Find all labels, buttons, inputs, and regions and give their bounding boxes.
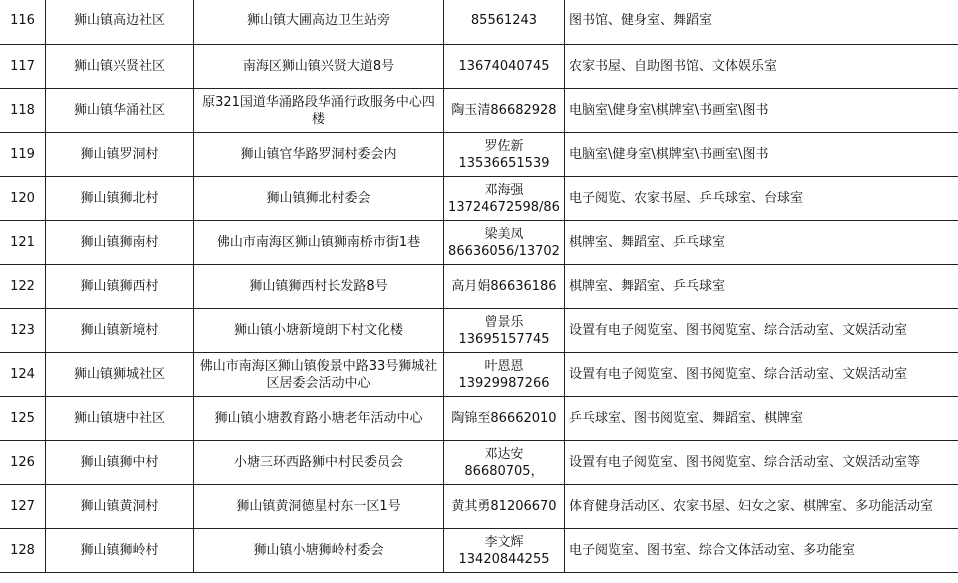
- address-cell: 狮山镇小塘教育路小塘老年活动中心: [194, 397, 444, 441]
- address-cell: 狮山镇官华路罗洞村委会内: [194, 133, 444, 177]
- address-cell: 佛山市南海区狮山镇狮南桥市街1巷: [194, 221, 444, 265]
- address-cell: 佛山市南海区狮山镇俊景中路33号狮城社区居委会活动中心: [194, 353, 444, 397]
- community-name-cell: 狮山镇罗洞村: [46, 133, 194, 177]
- address-cell: 南海区狮山镇兴贤大道8号: [194, 45, 444, 89]
- address-cell: 狮山镇狮西村长发路8号: [194, 265, 444, 309]
- community-name-cell: 狮山镇狮北村: [46, 177, 194, 221]
- contact-cell: 曾景乐13695157745: [444, 309, 565, 353]
- table-row: [0, 45, 958, 89]
- row-number-cell: 125: [0, 397, 46, 441]
- contact-cell: 李文辉13420844255: [444, 529, 565, 573]
- address-cell: 小塘三环西路狮中村民委员会: [194, 441, 444, 485]
- row-number-cell: 117: [0, 45, 46, 89]
- contact-cell: 陶玉清86682928: [444, 89, 565, 133]
- address-cell: 原321国道华涌路段华涌行政服务中心四楼: [194, 89, 444, 133]
- table-row: [0, 529, 958, 573]
- facilities-cell: 设置有电子阅览室、图书阅览室、综合活动室、文娱活动室: [565, 353, 958, 397]
- address-cell: 狮山镇黄洞德星村东一区1号: [194, 485, 444, 529]
- community-name-cell: 狮山镇兴贤社区: [46, 45, 194, 89]
- contact-cell: 叶恩恩13929987266: [444, 353, 565, 397]
- facilities-cell: 图书馆、健身室、舞蹈室: [565, 0, 958, 45]
- row-number-cell: 119: [0, 133, 46, 177]
- facilities-cell: 设置有电子阅览室、图书阅览室、综合活动室、文娱活动室: [565, 309, 958, 353]
- facilities-cell: 设置有电子阅览室、图书阅览室、综合活动室、文娱活动室等: [565, 441, 958, 485]
- contact-cell: 13674040745: [444, 45, 565, 89]
- facilities-cell: 棋牌室、舞蹈室、乒乓球室: [565, 265, 958, 309]
- community-name-cell: 狮山镇华涌社区: [46, 89, 194, 133]
- facilities-cell: 农家书屋、自助图书馆、文体娱乐室: [565, 45, 958, 89]
- table-row: [0, 265, 958, 309]
- address-cell: 狮山镇大圃高边卫生站旁: [194, 0, 444, 45]
- contact-cell: 罗佐新13536651539: [444, 133, 565, 177]
- community-name-cell: 狮山镇塘中社区: [46, 397, 194, 441]
- community-name-cell: 狮山镇狮南村: [46, 221, 194, 265]
- facilities-cell: 电脑室\健身室\棋牌室\书画室\图书: [565, 133, 958, 177]
- community-name-cell: 狮山镇狮岭村: [46, 529, 194, 573]
- table-row: [0, 441, 958, 485]
- table-row: [0, 353, 958, 397]
- facilities-cell: 电子阅览室、图书室、综合文体活动室、多功能室: [565, 529, 958, 573]
- address-cell: 狮山镇小塘狮岭村委会: [194, 529, 444, 573]
- row-number-cell: 118: [0, 89, 46, 133]
- community-name-cell: 狮山镇高边社区: [46, 0, 194, 45]
- table-row: [0, 0, 958, 45]
- row-number-cell: 121: [0, 221, 46, 265]
- row-number-cell: 124: [0, 353, 46, 397]
- table-row: [0, 89, 958, 133]
- facilities-cell: 电脑室\健身室\棋牌室\书画室\图书: [565, 89, 958, 133]
- table-row: [0, 397, 958, 441]
- facilities-cell: 棋牌室、舞蹈室、乒乓球室: [565, 221, 958, 265]
- community-name-cell: 狮山镇狮城社区: [46, 353, 194, 397]
- community-name-cell: 狮山镇狮西村: [46, 265, 194, 309]
- community-name-cell: 狮山镇狮中村: [46, 441, 194, 485]
- table-row: [0, 221, 958, 265]
- table-row: [0, 485, 958, 529]
- contact-cell: 高月娟86636186: [444, 265, 565, 309]
- contact-cell: 邓达安86680705，: [444, 441, 565, 485]
- table-row: [0, 177, 958, 221]
- address-cell: 狮山镇狮北村委会: [194, 177, 444, 221]
- row-number-cell: 122: [0, 265, 46, 309]
- contact-cell: 黄其勇81206670: [444, 485, 565, 529]
- community-name-cell: 狮山镇新境村: [46, 309, 194, 353]
- facilities-cell: 乒乓球室、图书阅览室、舞蹈室、棋牌室: [565, 397, 958, 441]
- row-number-cell: 127: [0, 485, 46, 529]
- row-number-cell: 123: [0, 309, 46, 353]
- row-number-cell: 128: [0, 529, 46, 573]
- facilities-cell: 体育健身活动区、农家书屋、妇女之家、棋牌室、多功能活动室: [565, 485, 958, 529]
- contact-cell: 梁美凤86636056/13702: [444, 221, 565, 265]
- table-row: [0, 133, 958, 177]
- table-row: [0, 309, 958, 353]
- facilities-cell: 电子阅览、农家书屋、乒乓球室、台球室: [565, 177, 958, 221]
- row-number-cell: 120: [0, 177, 46, 221]
- community-name-cell: 狮山镇黄洞村: [46, 485, 194, 529]
- row-number-cell: 126: [0, 441, 46, 485]
- contact-cell: 邓海强13724672598/86: [444, 177, 565, 221]
- contact-cell: 85561243: [444, 0, 565, 45]
- row-number-cell: 116: [0, 0, 46, 45]
- contact-cell: 陶锦至86662010: [444, 397, 565, 441]
- address-cell: 狮山镇小塘新境朗下村文化楼: [194, 309, 444, 353]
